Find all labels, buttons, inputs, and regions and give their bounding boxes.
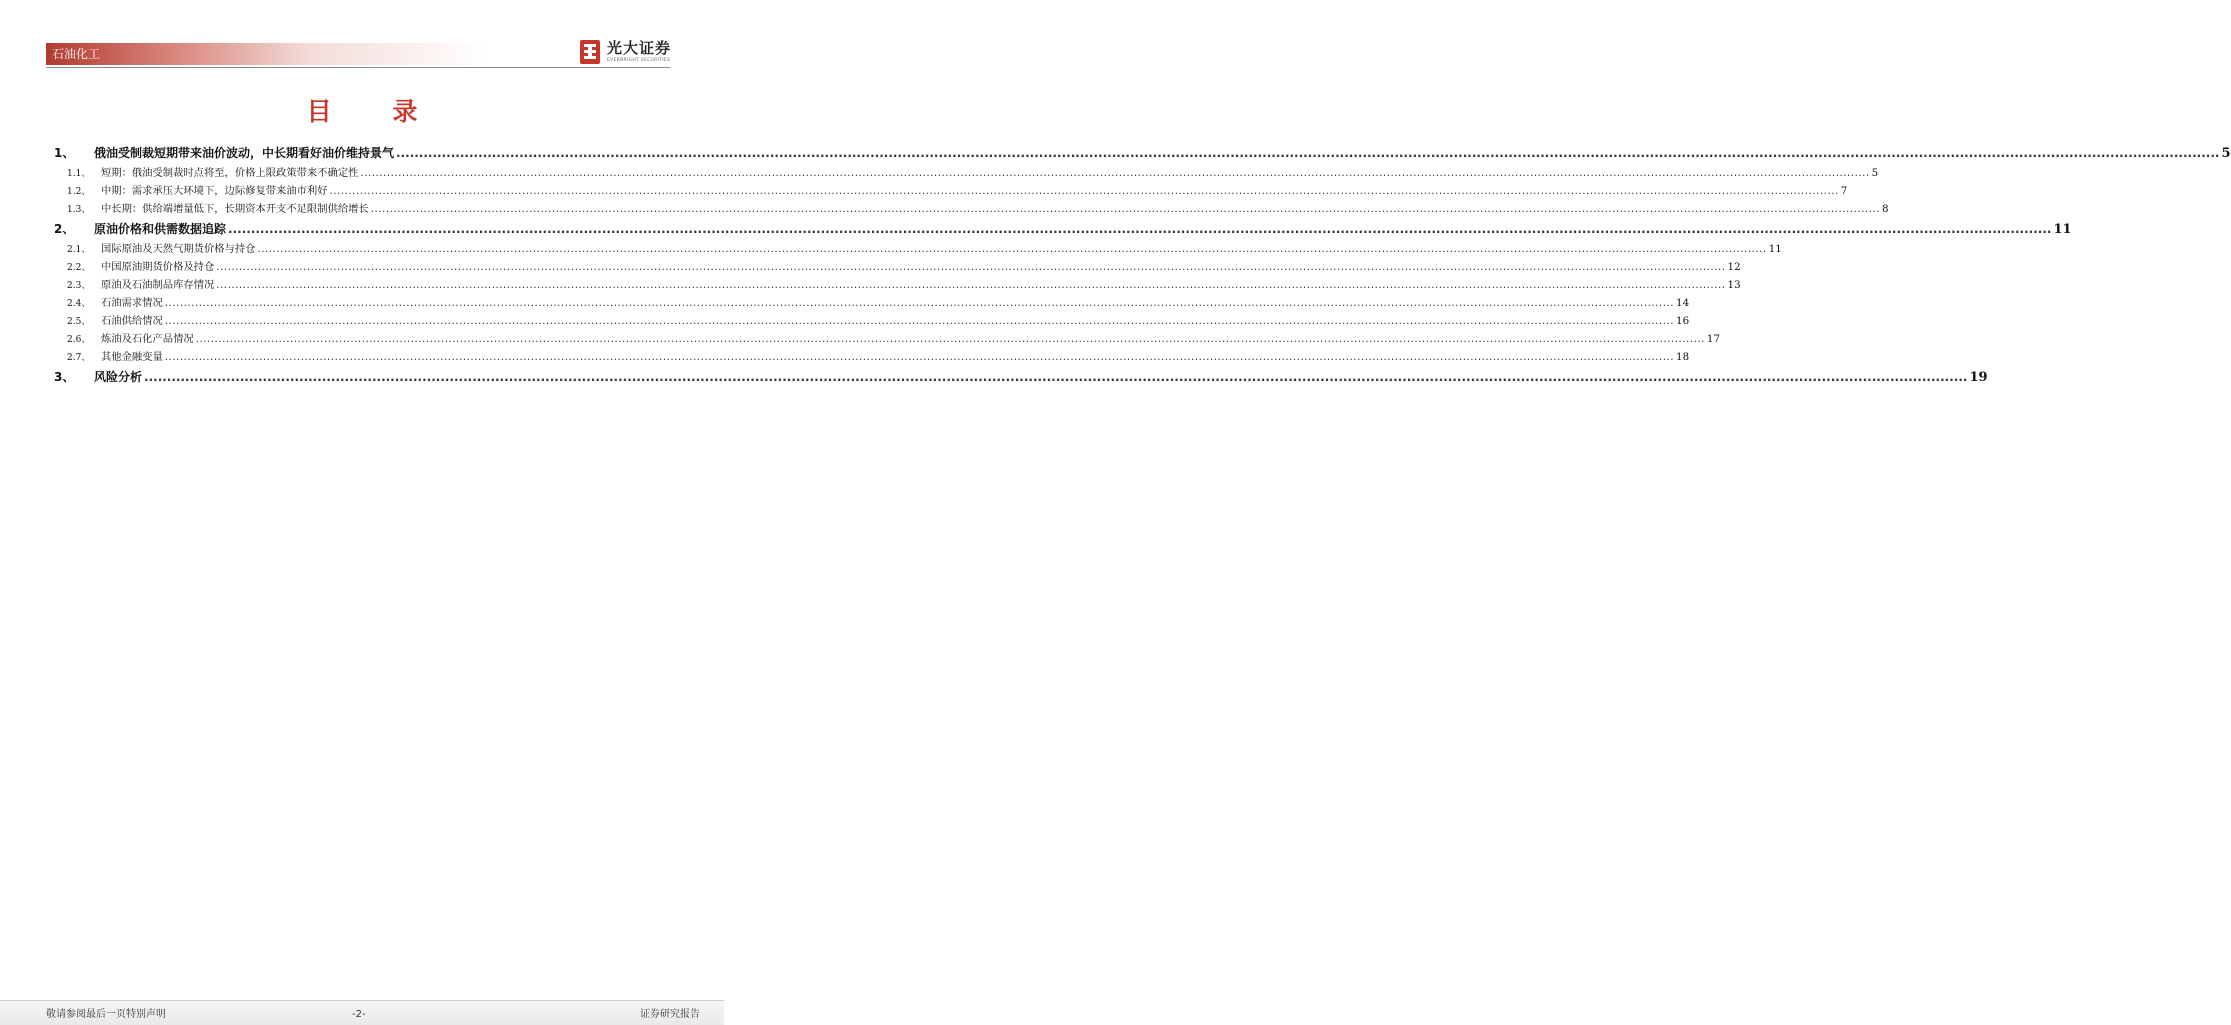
toc-entry-page: 8 [1881, 203, 1889, 215]
toc-entry-title: 中长期：供给端增量低下，长期资本开支不足限制供给增长 [101, 203, 369, 215]
toc-leader-dots: ................................................................................................................................................................................................................................................................................................................................................................................................................ [228, 222, 2052, 236]
logo-mark-icon [580, 40, 600, 64]
toc-entry-title: 炼油及石化产品情况 [101, 333, 194, 345]
footer-report-type: 证券研究报告 [640, 1009, 700, 1020]
toc-entry-page: 14 [1676, 297, 1690, 309]
toc-entry-title: 石油需求情况 [101, 297, 163, 309]
toc-leader-dots: ................................................................................................................................................................................................................................................................................................................................................................................................................ [164, 351, 1675, 363]
toc-entry-page: 5 [1871, 167, 1879, 179]
toc-entry[interactable] [54, 330, 1721, 348]
toc-entry-title: 中国原油期货价格及持仓 [101, 261, 215, 273]
toc-entry[interactable] [54, 312, 1690, 330]
toc-entry-page: 5 [2221, 146, 2231, 161]
toc-entry-number: 1.3、 [67, 205, 91, 215]
toc-entry-page: 18 [1676, 351, 1690, 363]
table-of-contents [54, 142, 2231, 388]
toc-entry-number: 1、 [54, 146, 75, 160]
toc-entry-page: 17 [1706, 333, 1721, 345]
page-title: 目 录 [306, 97, 444, 126]
toc-leader-dots: ................................................................................................................................................................................................................................................................................................................................................................................................................ [370, 203, 1880, 215]
toc-entry-number: 2.7、 [67, 353, 91, 363]
toc-entry-page: 12 [1727, 261, 1741, 273]
toc-entry-number: 2.6、 [67, 335, 91, 345]
logo-text-en: EVERBRIGHT SECURITIES [607, 58, 671, 63]
toc-entry-number: 2.2、 [67, 263, 91, 273]
toc-entry-page: 7 [1840, 185, 1848, 197]
toc-entry[interactable] [54, 348, 1690, 366]
toc-entry-title: 俄油受制裁短期带来油价波动，中长期看好油价维持景气 [94, 146, 395, 160]
toc-entry-number: 1.2、 [67, 187, 91, 197]
toc-entry[interactable] [54, 366, 1988, 388]
footer-disclaimer: 敬请参阅最后一页特别声明 [46, 1009, 166, 1020]
toc-leader-dots: ................................................................................................................................................................................................................................................................................................................................................................................................................ [144, 370, 1968, 384]
toc-entry-number: 3、 [54, 370, 75, 384]
toc-entry[interactable] [54, 218, 2072, 240]
toc-entry-title: 短期：俄油受制裁时点将至，价格上限政策带来不确定性 [101, 167, 359, 179]
toc-entry-number: 2.3、 [67, 281, 91, 291]
toc-entry-number: 2.5、 [67, 317, 91, 327]
toc-entry[interactable] [54, 294, 1690, 312]
toc-entry-title: 国际原油及天然气期货价格与持仓 [101, 243, 256, 255]
toc-entry-page: 19 [1969, 370, 1988, 385]
toc-entry-number: 2.1、 [67, 245, 91, 255]
toc-leader-dots: ................................................................................................................................................................................................................................................................................................................................................................................................................ [360, 167, 1870, 179]
toc-entry[interactable] [54, 240, 1782, 258]
toc-entry[interactable] [54, 276, 1741, 294]
toc-entry[interactable] [54, 258, 1741, 276]
toc-entry-number: 1.1、 [67, 169, 91, 179]
logo-text-cn: 光大证券 [607, 39, 672, 57]
toc-leader-dots: ................................................................................................................................................................................................................................................................................................................................................................................................................ [329, 185, 1839, 197]
toc-leader-dots: ................................................................................................................................................................................................................................................................................................................................................................................................................ [396, 146, 2220, 160]
toc-leader-dots: ................................................................................................................................................................................................................................................................................................................................................................................................................ [164, 315, 1675, 327]
toc-entry-page: 11 [1768, 243, 1782, 255]
toc-entry-number: 2、 [54, 222, 75, 236]
toc-entry[interactable] [54, 142, 2231, 164]
toc-leader-dots: ................................................................................................................................................................................................................................................................................................................................................................................................................ [164, 297, 1675, 309]
toc-entry[interactable] [54, 164, 1879, 182]
header-divider [46, 67, 670, 68]
toc-entry-page: 11 [2053, 222, 2072, 237]
toc-entry-title: 原油及石油制品库存情况 [101, 279, 215, 291]
toc-entry[interactable] [54, 182, 1848, 200]
toc-entry-title: 石油供给情况 [101, 315, 163, 327]
page-number: -2- [352, 1009, 366, 1020]
toc-entry[interactable] [54, 200, 1889, 218]
toc-entry-title: 其他金融变量 [101, 351, 163, 363]
toc-entry-title: 原油价格和供需数据追踪 [94, 222, 227, 236]
toc-leader-dots: ................................................................................................................................................................................................................................................................................................................................................................................................................ [195, 333, 1705, 345]
toc-leader-dots: ................................................................................................................................................................................................................................................................................................................................................................................................................ [257, 243, 1767, 255]
toc-entry-title: 中期：需求承压大环境下，边际修复带来油市利好 [101, 185, 328, 197]
toc-leader-dots: ................................................................................................................................................................................................................................................................................................................................................................................................................ [216, 261, 1726, 273]
header-band [46, 43, 486, 65]
toc-entry-page: 13 [1727, 279, 1741, 291]
toc-leader-dots: ................................................................................................................................................................................................................................................................................................................................................................................................................ [216, 279, 1726, 291]
toc-entry-title: 风险分析 [94, 370, 143, 384]
toc-entry-page: 16 [1676, 315, 1690, 327]
toc-entry-number: 2.4、 [67, 299, 91, 309]
everbright-logo [580, 38, 672, 66]
sector-label: 石油化工 [52, 47, 101, 61]
